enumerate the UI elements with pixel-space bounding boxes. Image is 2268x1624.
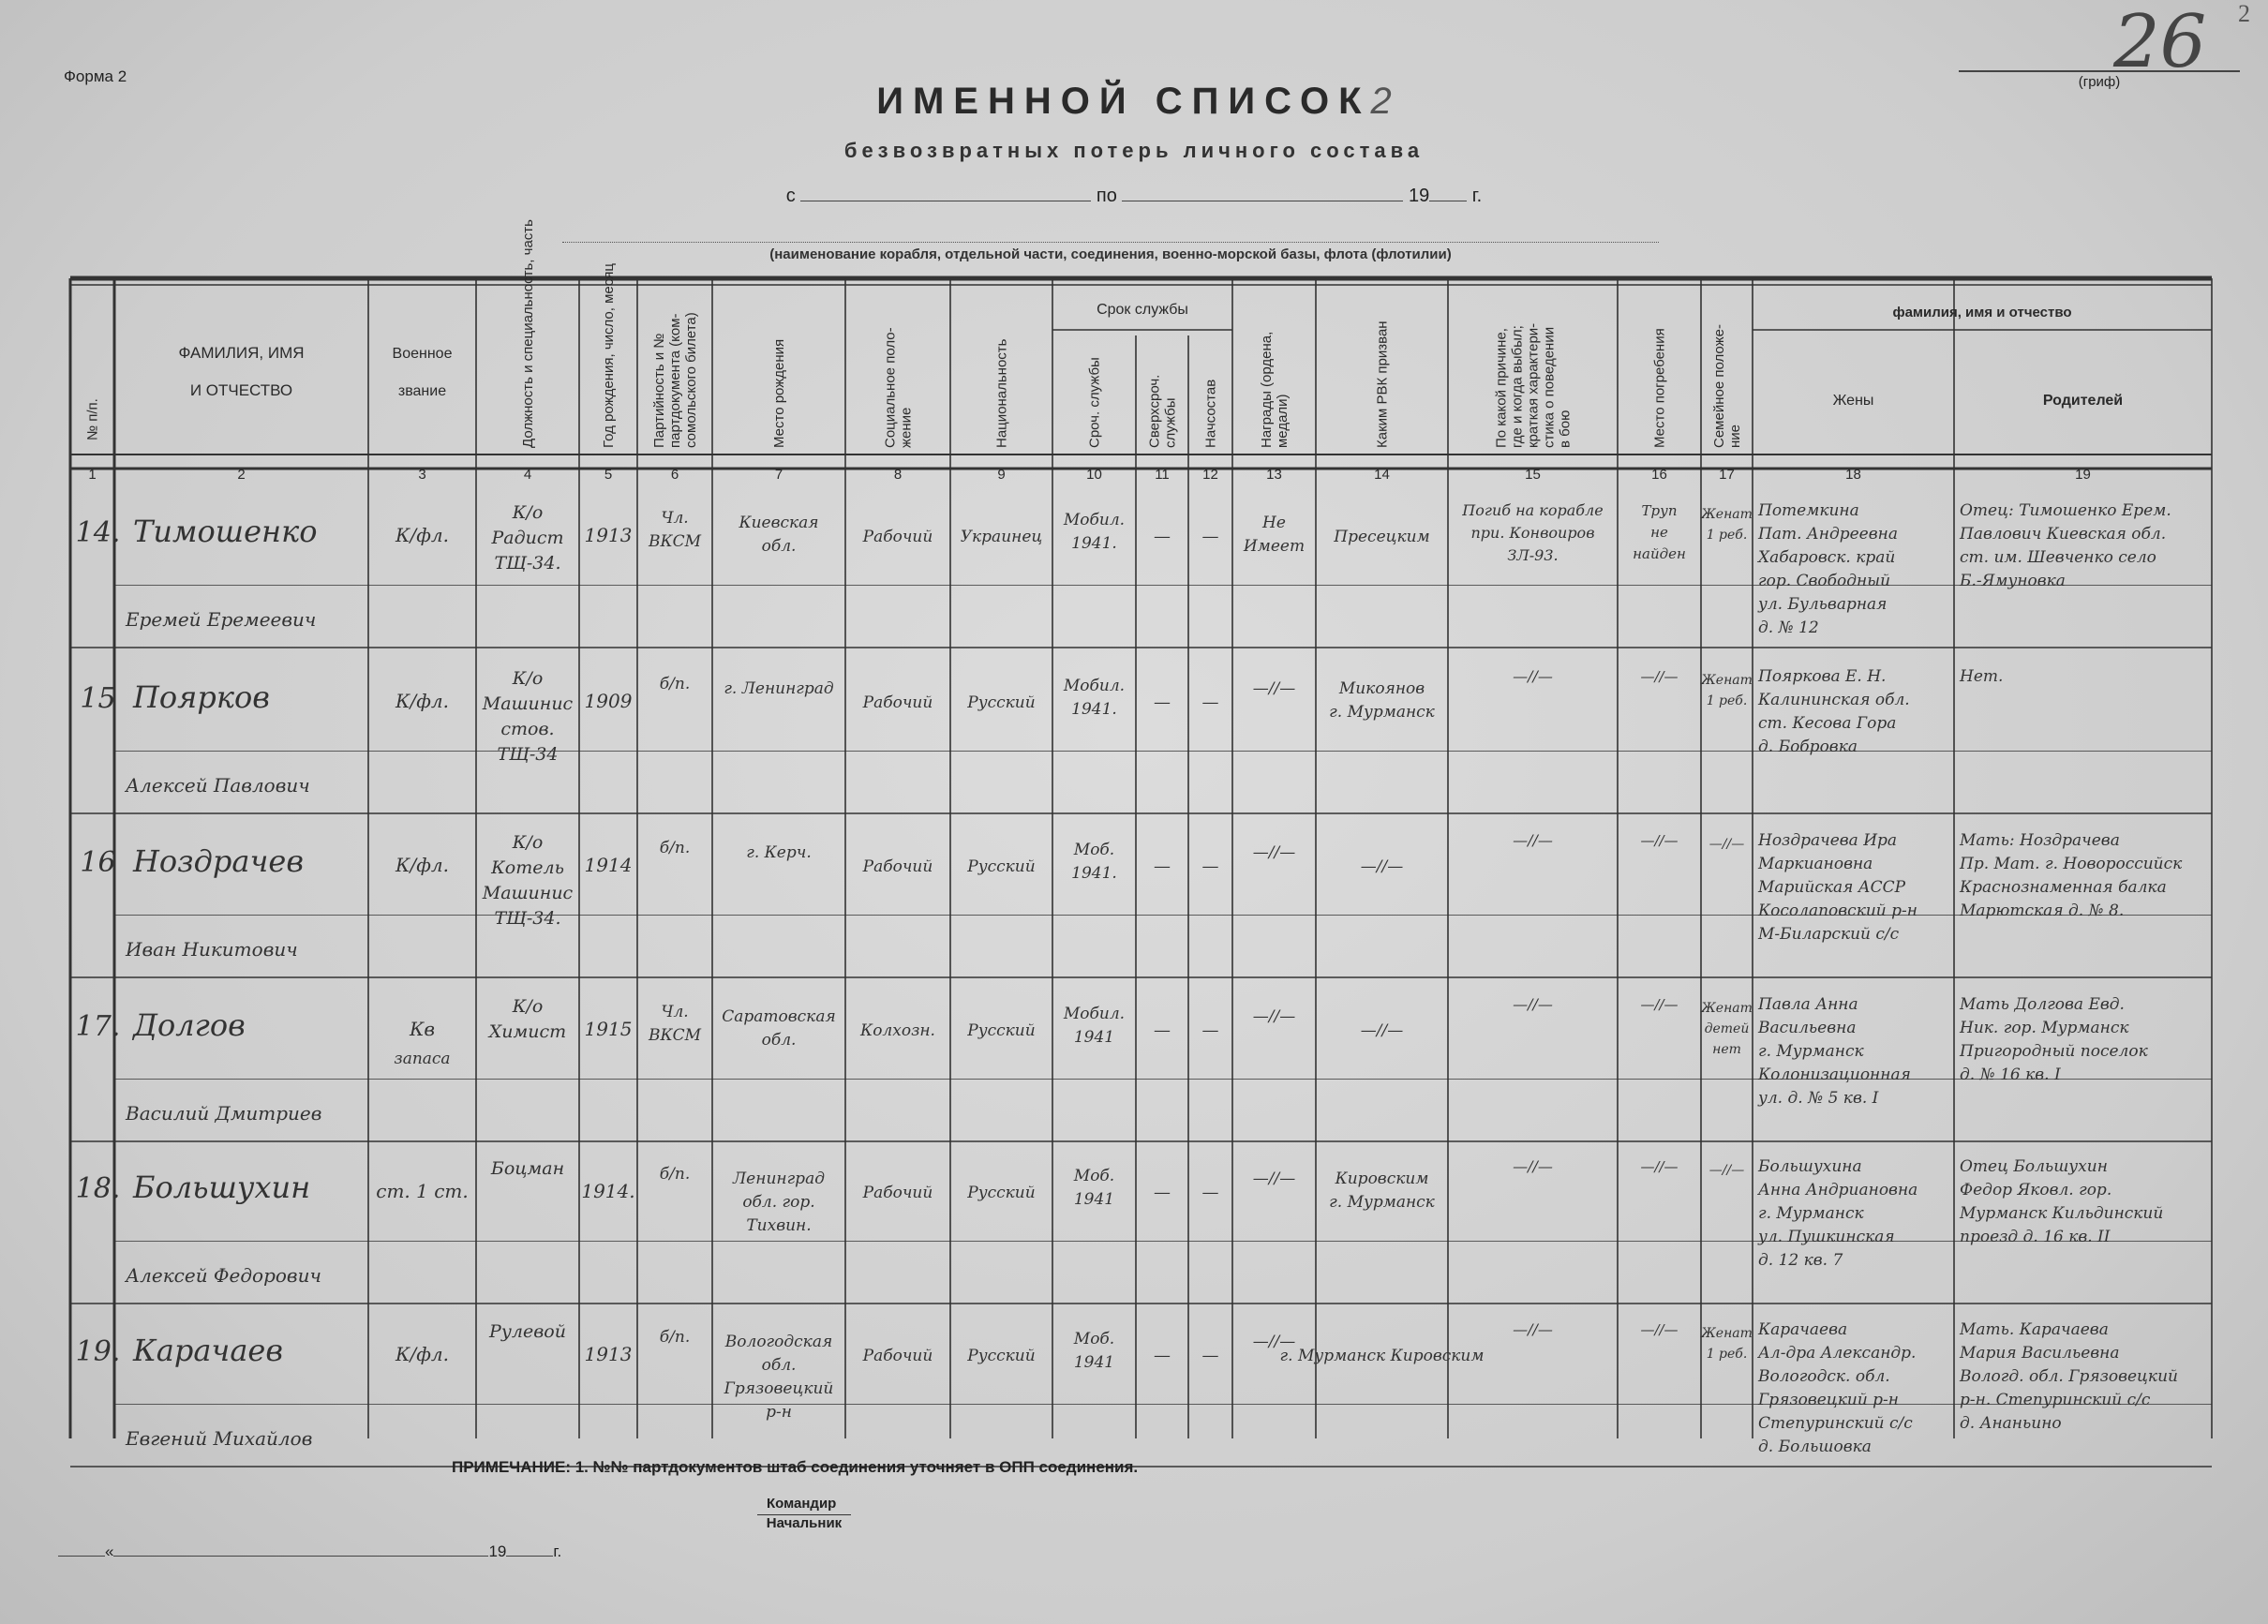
column-number: 14 [1374,467,1390,483]
row-family-status: 1 реб. [1706,1347,1748,1362]
document-subtitle: безвозвратных потерь личного состава [843,139,1425,162]
row-wife: Косолаповский р-н [1758,901,1917,920]
row-position: ТЩ-34. [494,908,561,929]
grif-label: (гриф) [1959,70,2240,90]
row-position: стов. [500,719,555,739]
row-rvk: Пресецким [1334,528,1430,546]
row-service-term: Моб. [1073,1167,1115,1185]
row-social-status: Рабочий [862,528,933,546]
column-header-7: Место рождения [771,338,787,448]
row-wife: Большухина [1758,1157,1862,1176]
column-header-17: Семейное положе- [1711,324,1727,448]
row-family-status: Женат [1701,1001,1753,1016]
row-birth-year: 1914 [584,854,633,876]
row-social-status: Рабочий [862,857,933,876]
column-number: 9 [997,467,1006,483]
row-burial: —//— [1640,832,1679,849]
service-term-header: Срок службы [1097,302,1188,318]
row-wife: д. Бобровка [1758,738,1858,756]
row-parents: д. Ананьино [1960,1414,2062,1433]
row-birthplace: обл. [761,1031,797,1050]
row-number: 19. [75,1335,121,1368]
row-parents: Мурманск Кильдинский [1960,1204,2164,1223]
form-label: Форма 2 [64,67,127,85]
row-position: ТЩ-34. [494,553,561,574]
row-birth-year: 1914. [581,1180,635,1202]
date-suffix: г. [553,1542,562,1560]
row-awards: Имеет [1243,537,1306,556]
chief-label: Начальник [757,1514,851,1531]
row-wife: Анна Андриановна [1758,1181,1918,1199]
column-number: 16 [1651,467,1667,483]
row-awards: —//— [1252,1170,1296,1188]
row-nationality: Русский [967,1347,1036,1365]
column-header-15: стика о поведении [1541,326,1558,448]
row-nationality: Русский [967,857,1036,876]
row-party: ВКСМ [648,532,702,551]
row-parents: Мать Долгова Евд. [1960,995,2125,1014]
column-header-17: ние [1727,424,1743,448]
row-service-term: Моб. [1073,1330,1115,1348]
row-social-status: Рабочий [862,1184,933,1202]
column-header-2: ФАМИЛИЯ, ИМЯ [178,344,305,362]
period-year: 19 [1408,186,1430,206]
row-parents: Марютская д. № 8. [1960,901,2125,920]
row-family-status: —//— [1708,1163,1745,1178]
column-number: 7 [774,467,783,483]
date-blank-3 [506,1544,553,1557]
row-wife: д. № 12 [1758,618,1819,637]
row-extended-service: — [1154,1021,1171,1040]
row-rvk: Кировским [1335,1170,1429,1188]
row-surname: Карачаев [133,1333,283,1368]
column-number: 8 [893,467,903,483]
row-parents: р-н. Степуринский с/с [1960,1391,2151,1409]
row-given-names: Евгений Михайлов [126,1427,313,1450]
column-header-6: Партийность и № [651,333,667,448]
date-year: 19 [488,1542,507,1560]
row-position: К/о [512,832,544,853]
page-number: 26 [2113,0,2207,84]
row-burial: Труп [1641,502,1678,519]
row-service-term: Мобил. [1063,511,1126,529]
column-header-11: службы [1162,397,1179,448]
row-wife: Колонизационная [1758,1065,1911,1084]
row-wife: г. Мурманск [1758,1204,1864,1223]
row-wife: Пояркова Е. Н. [1758,667,1887,686]
row-number: 14. [75,516,121,549]
row-wife: Потемкина [1758,501,1859,520]
row-rank: К/фл. [395,524,449,546]
row-given-names: Алексей Павлович [126,774,310,797]
row-wife: Карачаева [1758,1320,1848,1339]
column-number: 12 [1202,467,1218,483]
row-wife: Васильевна [1758,1019,1857,1037]
row-rvk: г. Мурманск [1329,1193,1435,1212]
row-extended-service: — [1154,1183,1171,1202]
row-given-names: Еремей Еремеевич [126,608,317,631]
column-header-13: медали) [1275,394,1291,448]
row-party: Чл. [661,1003,689,1021]
row-given-names: Василий Дмитриев [126,1102,322,1125]
row-wife: Хабаровск. край [1758,548,1896,567]
row-position: Химист [488,1021,567,1042]
row-nationality: Русский [967,693,1036,712]
row-party: ВКСМ [648,1026,702,1045]
row-nationality: Русский [967,1021,1036,1040]
row-parents: Отец Большухин [1960,1157,2108,1176]
row-number: 17. [75,1010,121,1043]
column-header-9: Национальность [993,338,1010,448]
column-header-3b: звание [397,383,447,399]
row-wife: д. Большовка [1758,1438,1872,1456]
row-rvk: г. Мурманск [1329,703,1435,722]
date-quote: « [105,1542,114,1560]
unit-caption: (наименование корабля, отдельной части, соединения, военно-морской базы, флота (флотилии) [769,246,1452,262]
row-wife: ул. Пушкинская [1758,1228,1895,1246]
row-cause: —//— [1513,667,1553,685]
row-party: б/п. [659,1165,691,1184]
row-officer: — [1201,527,1219,546]
row-social-status: Рабочий [862,1347,933,1365]
column-header-18: Жены [1832,393,1874,409]
row-parents: Федор Яковл. гор. [1960,1181,2112,1199]
row-wife: Вологодск. обл. [1758,1367,1890,1386]
row-rank: К/фл. [395,1343,449,1365]
row-burial: найден [1633,545,1686,562]
row-service-term: Моб. [1073,841,1115,859]
column-number: 13 [1266,467,1282,483]
column-number: 5 [604,467,613,483]
row-wife: г. Мурманск [1758,1042,1864,1061]
column-header-15: По какой причине, [1493,328,1510,448]
row-cause: —//— [1513,1157,1553,1175]
row-officer: — [1201,1183,1219,1202]
row-birth-year: 1909 [584,690,633,712]
row-position: К/о [512,668,544,689]
row-birthplace: г. Керч. [746,843,812,862]
row-birth-year: 1913 [584,1343,633,1365]
row-parents: Мать: Ноздрачева [1960,831,2120,850]
row-rank: К/фл. [395,854,449,876]
column-header-2b: И ОТЧЕСТВО [189,381,293,399]
row-parents: Вологд. обл. Грязовецкий [1960,1367,2178,1386]
signature-date [58,1542,561,1561]
row-extended-service: — [1154,1346,1171,1365]
column-header-19: Родителей [2042,393,2124,409]
row-birthplace: обл. [761,537,797,556]
row-party: б/п. [659,675,691,693]
column-header-15: в бою [1557,410,1574,448]
column-number: 4 [523,467,532,483]
row-family-status: детей [1704,1021,1750,1036]
row-cause: при. Конвоиров [1470,524,1595,542]
row-given-names: Иван Никитович [126,938,298,961]
row-party: б/п. [659,1328,691,1347]
row-social-status: Колхозн. [860,1021,935,1040]
row-parents: ст. им. Шевченко село [1960,548,2156,567]
row-party: Чл. [661,509,689,528]
row-burial: —//— [1640,668,1679,685]
row-parents: Пригородный поселок [1960,1042,2148,1061]
row-parents: Б.-Ямуновка [1960,572,2066,590]
row-surname: Ноздрачев [133,843,304,879]
row-birth-year: 1913 [584,524,633,546]
row-birthplace: Грязовецкий [724,1379,834,1398]
row-service-term: 1941 [1073,1028,1115,1047]
row-cause: —//— [1513,995,1553,1013]
row-wife: д. 12 кв. 7 [1758,1251,1843,1270]
column-header-5: Год рождения, число, месяц [601,263,617,448]
row-position: К/о [512,502,544,523]
period-suffix: г. [1471,186,1483,206]
row-rvk: —//— [1360,1021,1404,1040]
row-rvk: —//— [1360,857,1404,876]
column-number: 15 [1525,467,1541,483]
row-position: Боцман [490,1158,565,1179]
row-birth-year: 1915 [584,1018,633,1040]
row-wife: гор. Свободный [1758,572,1891,590]
row-party: б/п. [659,839,691,857]
row-parents: проезд д. 16 кв. II [1960,1228,2111,1246]
row-surname: Тимошенко [133,514,318,549]
column-header-11: Сверхсроч. [1146,374,1163,448]
row-wife: Ал-дра Александр. [1758,1344,1917,1363]
row-rank: Кв [409,1018,436,1040]
row-service-term: Мобил. [1063,1005,1126,1023]
column-header-10: Сроч. службы [1086,357,1103,448]
row-birthplace: Киевская [739,514,819,532]
row-position: К/о [512,996,544,1017]
row-position: Рулевой [489,1321,566,1342]
row-rank: ст. 1 ст. [376,1180,469,1202]
row-surname: Большухин [133,1170,311,1205]
row-parents: Мать. Карачаева [1960,1320,2109,1339]
row-number: 16 [80,846,116,879]
row-family-status: Женат [1701,507,1753,522]
row-wife: ст. Кесова Гора [1758,714,1897,733]
row-rvk: Микоянов [1338,679,1425,698]
column-header-6: партдокумента (ком- [667,313,683,448]
row-parents: Мария Васильевна [1960,1344,2120,1363]
row-officer: — [1201,693,1219,712]
column-header-8: Социальное поло- [882,327,899,448]
row-burial: —//— [1640,1321,1679,1338]
row-rank-2: запаса [394,1050,451,1068]
column-header-16: Место погребения [1651,328,1668,448]
row-parents: Отец: Тимошенко Ерем. [1960,501,2171,520]
row-extended-service: — [1154,693,1171,712]
row-nationality: Украинец [960,528,1043,546]
column-header-12: Начсостав [1202,379,1219,448]
row-service-term: Мобил. [1063,677,1126,695]
row-wife: Степуринский с/с [1758,1414,1913,1433]
row-officer: — [1201,1021,1219,1040]
date-blank-2 [113,1544,488,1557]
row-cause: ЗЛ-93. [1507,546,1559,564]
row-birthplace: Ленинград [733,1170,825,1188]
row-service-term: 1941 [1073,1190,1115,1209]
row-wife: Павла Анна [1758,995,1858,1014]
row-number: 18. [75,1172,121,1205]
row-service-term: 1941. [1071,864,1117,883]
row-wife: ул. д. № 5 кв. I [1758,1089,1879,1108]
row-service-term: 1941 [1073,1353,1115,1372]
row-wife: Пат. Андреевна [1758,525,1898,544]
column-header-13: Награды (ордена, [1259,331,1275,448]
row-cause: —//— [1513,1320,1553,1338]
row-birthplace: Саратовская [722,1007,836,1026]
row-position: Машинис [482,693,574,714]
row-surname: Долгов [133,1007,246,1043]
column-header-15: краткая характери- [1525,322,1542,448]
column-number: 18 [1845,467,1861,483]
row-parents: Пр. Мат. г. Новороссийск [1960,855,2183,873]
row-family-status: 1 реб. [1706,693,1748,708]
row-awards: Не [1262,514,1286,532]
row-parents: д. № 16 кв. I [1960,1065,2061,1084]
column-header-4: Должность и специальность, часть [520,219,536,448]
column-number: 3 [418,467,426,483]
row-burial: не [1650,524,1668,541]
column-header-3: Военное [392,346,453,362]
column-number: 1 [88,467,97,483]
row-number: 15 [80,682,116,715]
row-given-names: Алексей Федорович [126,1264,321,1287]
column-number: 19 [2075,467,2091,483]
row-awards: —//— [1252,1333,1296,1351]
period-from-label: с [785,186,796,206]
column-number: 11 [1155,467,1170,483]
title-text: ИМЕННОЙ СПИСОК [876,81,1371,122]
row-wife: Марийская АССР [1758,878,1906,897]
row-rank: К/фл. [395,690,449,712]
column-number: 6 [670,467,679,483]
row-birthplace: Тихвин. [746,1216,812,1235]
row-burial: —//— [1640,1158,1679,1175]
row-position: ТЩ-34 [497,744,559,765]
row-officer: — [1201,1346,1219,1365]
row-rvk: г. Мурманск Кировским [1279,1347,1485,1365]
row-wife: Ноздрачева Ира [1758,831,1898,850]
row-birthplace: г. Ленинград [724,679,834,698]
row-birthplace: р-н [766,1403,792,1422]
row-position: Радист [491,528,564,548]
row-birthplace: обл. гор. [742,1193,815,1212]
row-surname: Поярков [133,679,270,715]
column-header-1: № п/п. [84,398,101,440]
row-wife: Маркиановна [1758,855,1873,873]
row-family-status: 1 реб. [1706,528,1748,543]
row-burial: —//— [1640,996,1679,1013]
page-number-small: 2 [2238,0,2250,27]
column-number: 17 [1719,467,1735,483]
row-wife: ул. Бульварная [1758,595,1888,614]
date-blank-1 [58,1544,105,1557]
column-header-14: Каким РВК призван [1374,320,1391,448]
row-awards: —//— [1252,1007,1296,1026]
row-family-status: Женат [1701,1326,1753,1341]
row-social-status: Рабочий [862,693,933,712]
row-family-status: нет [1712,1042,1741,1057]
row-cause: Погиб на корабле [1462,501,1604,519]
period-to-label: по [1096,186,1117,206]
row-position: Котель [491,857,564,878]
row-nationality: Русский [967,1184,1036,1202]
column-number: 10 [1086,467,1102,483]
row-birthplace: Вологодская [724,1333,833,1351]
row-parents: Ник. гор. Мурманск [1960,1019,2129,1037]
column-header-6: сомольского билета) [683,312,699,448]
row-birthplace: обл. [761,1356,797,1375]
column-header-15: где и когда выбыл; [1509,325,1526,448]
column-header-8: жение [898,407,915,448]
row-parents: Павлович Киевская обл. [1960,525,2167,544]
row-parents: Нет. [1960,667,2004,686]
commander-label: Командир [767,1496,837,1512]
row-parents: Краснознаменная балка [1960,878,2167,897]
row-wife: Грязовецкий р-н [1758,1391,1899,1409]
row-awards: —//— [1252,843,1296,862]
row-extended-service: — [1154,527,1171,546]
row-service-term: 1941. [1071,534,1117,553]
row-service-term: 1941. [1071,700,1117,719]
relatives-header: фамилия, имя и отчество [1892,305,2072,320]
row-officer: — [1201,857,1219,876]
row-family-status: —//— [1708,837,1745,852]
title-suffix: 2 [1370,81,1392,122]
footnote: ПРИМЕЧАНИЕ: 1. №№ партдокументов штаб соединения уточняет в ОПП соединения. [452,1458,1139,1476]
row-wife: Калининская обл. [1758,691,1910,709]
column-number: 2 [237,467,246,483]
row-family-status: Женат [1701,673,1753,688]
row-position: Машинис [482,883,574,903]
row-extended-service: — [1154,857,1171,876]
row-cause: —//— [1513,831,1553,849]
row-awards: —//— [1252,679,1296,698]
row-wife: М-Биларский с/с [1758,925,1900,944]
